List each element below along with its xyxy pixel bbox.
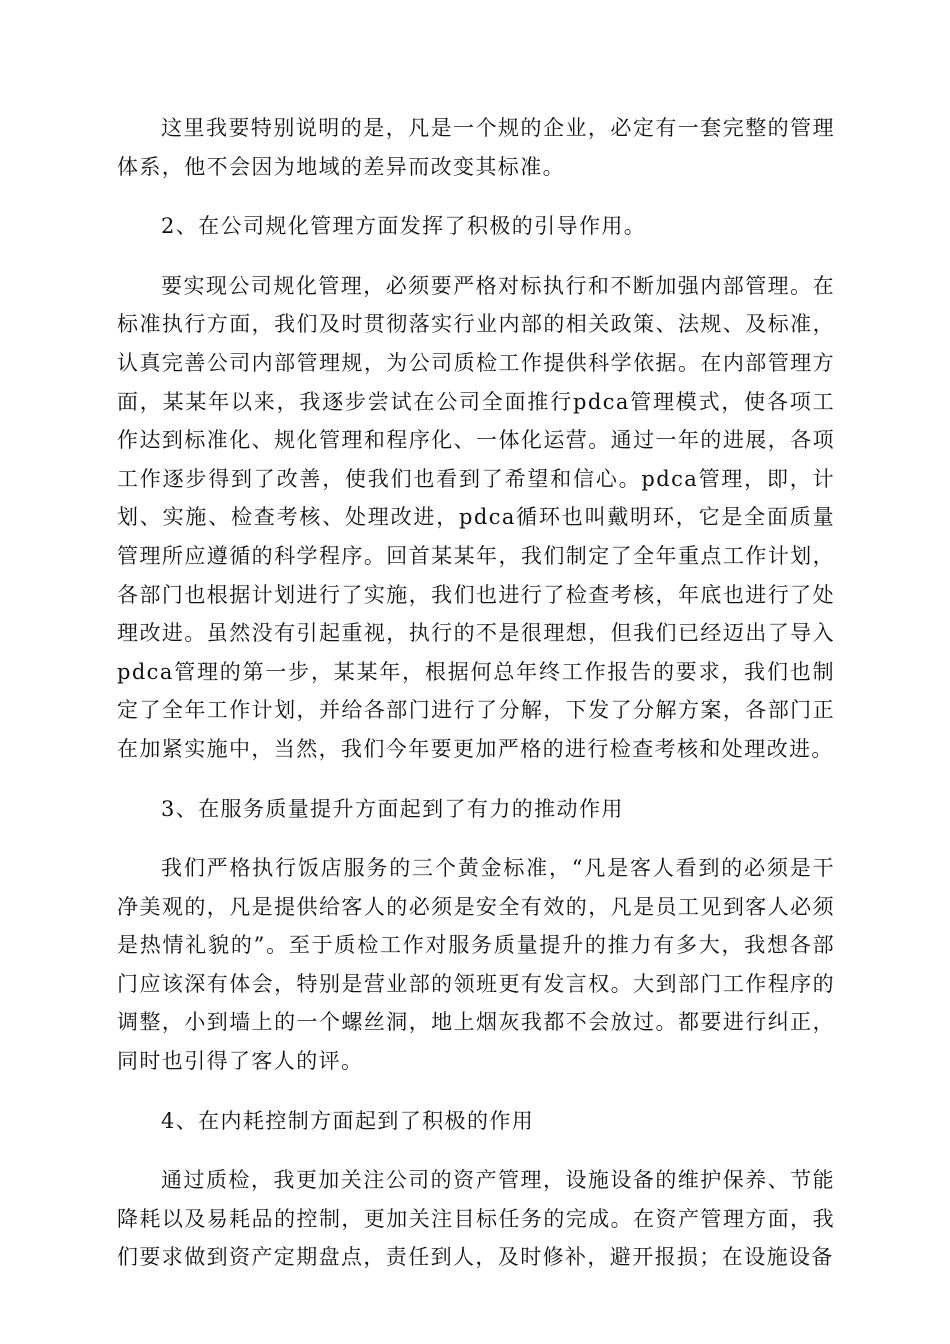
paragraph-section-4: 通过质检，我更加关注公司的资产管理，设施设备的维护保养、节能降耗以及易耗品的控制，更加关注目标任务的完成。在资产管理方面，我们要求做到资产定期盘点，责任到人，及时修补，避开报损；在设施设备 [117, 1168, 835, 1270]
paragraph-section-3: 我们严格执行饭店服务的三个黄金标准，“凡是客人看到的必须是干净美观的，凡是提供给客人的必须是安全有效的，凡是员工见到客人必须是热情礼貌的”。至于质检工作对服务质量提升的推力有多大，我想各部门应该深有体会，特别是营业部的领班更有发言权。大到部门工作程序的调整，小到墙上的一个螺丝洞，地上烟灰我都不会放过。都要进行纠正，同时也引得了客人的评。 [117, 856, 835, 1074]
section-heading-4: 4、在内耗控制方面起到了积极的作用 [161, 1108, 535, 1133]
document-body [117, 109, 835, 1298]
paragraph-section-2: 要实现公司规化管理，必须要严格对标执行和不断加强内部管理。在标准执行方面，我们及时贯彻落实行业内部的相关政策、法规、及标准，认真完善公司内部管理规，为公司质检工作提供科学依据。在内部管理方面，某某年以来，我逐步尝试在公司全面推行pdca管理模式，使各项工作达到标准化、规化管理和程序化、一体化运营。通过一年的进展，各项工作逐步得到了改善，使我们也看到了希望和信心。pdca管理，即，计划、实施、检查考核、处理改进，pdca循环也叫戴明环，它是全面质量管理所应遵循的科学程序。回首某某年，我们制定了全年重点工作计划，各部门也根据计划进行了实施，我们也进行了检查考核，年底也进行了处理改进。虽然没有引起重视，执行的不是很理想，但我们已经迈出了导入pdca管理的第一步，某某年，根据何总年终工作报告的要求，我们也制定了全年工作计划，并给各部门进行了分解，下发了分解方案，各部门正在加紧实施中，当然，我们今年要更加严格的进行检查考核和处理改进。 [117, 273, 835, 761]
section-heading-3: 3、在服务质量提升方面起到了有力的推动作用 [161, 796, 624, 821]
paragraph-intro: 这里我要特别说明的是，凡是一个规的企业，必定有一套完整的管理体系，他不会因为地域的差异而改变其标准。 [117, 116, 835, 179]
section-heading-2: 2、在公司规化管理方面发挥了积极的引导作用。 [161, 214, 647, 239]
